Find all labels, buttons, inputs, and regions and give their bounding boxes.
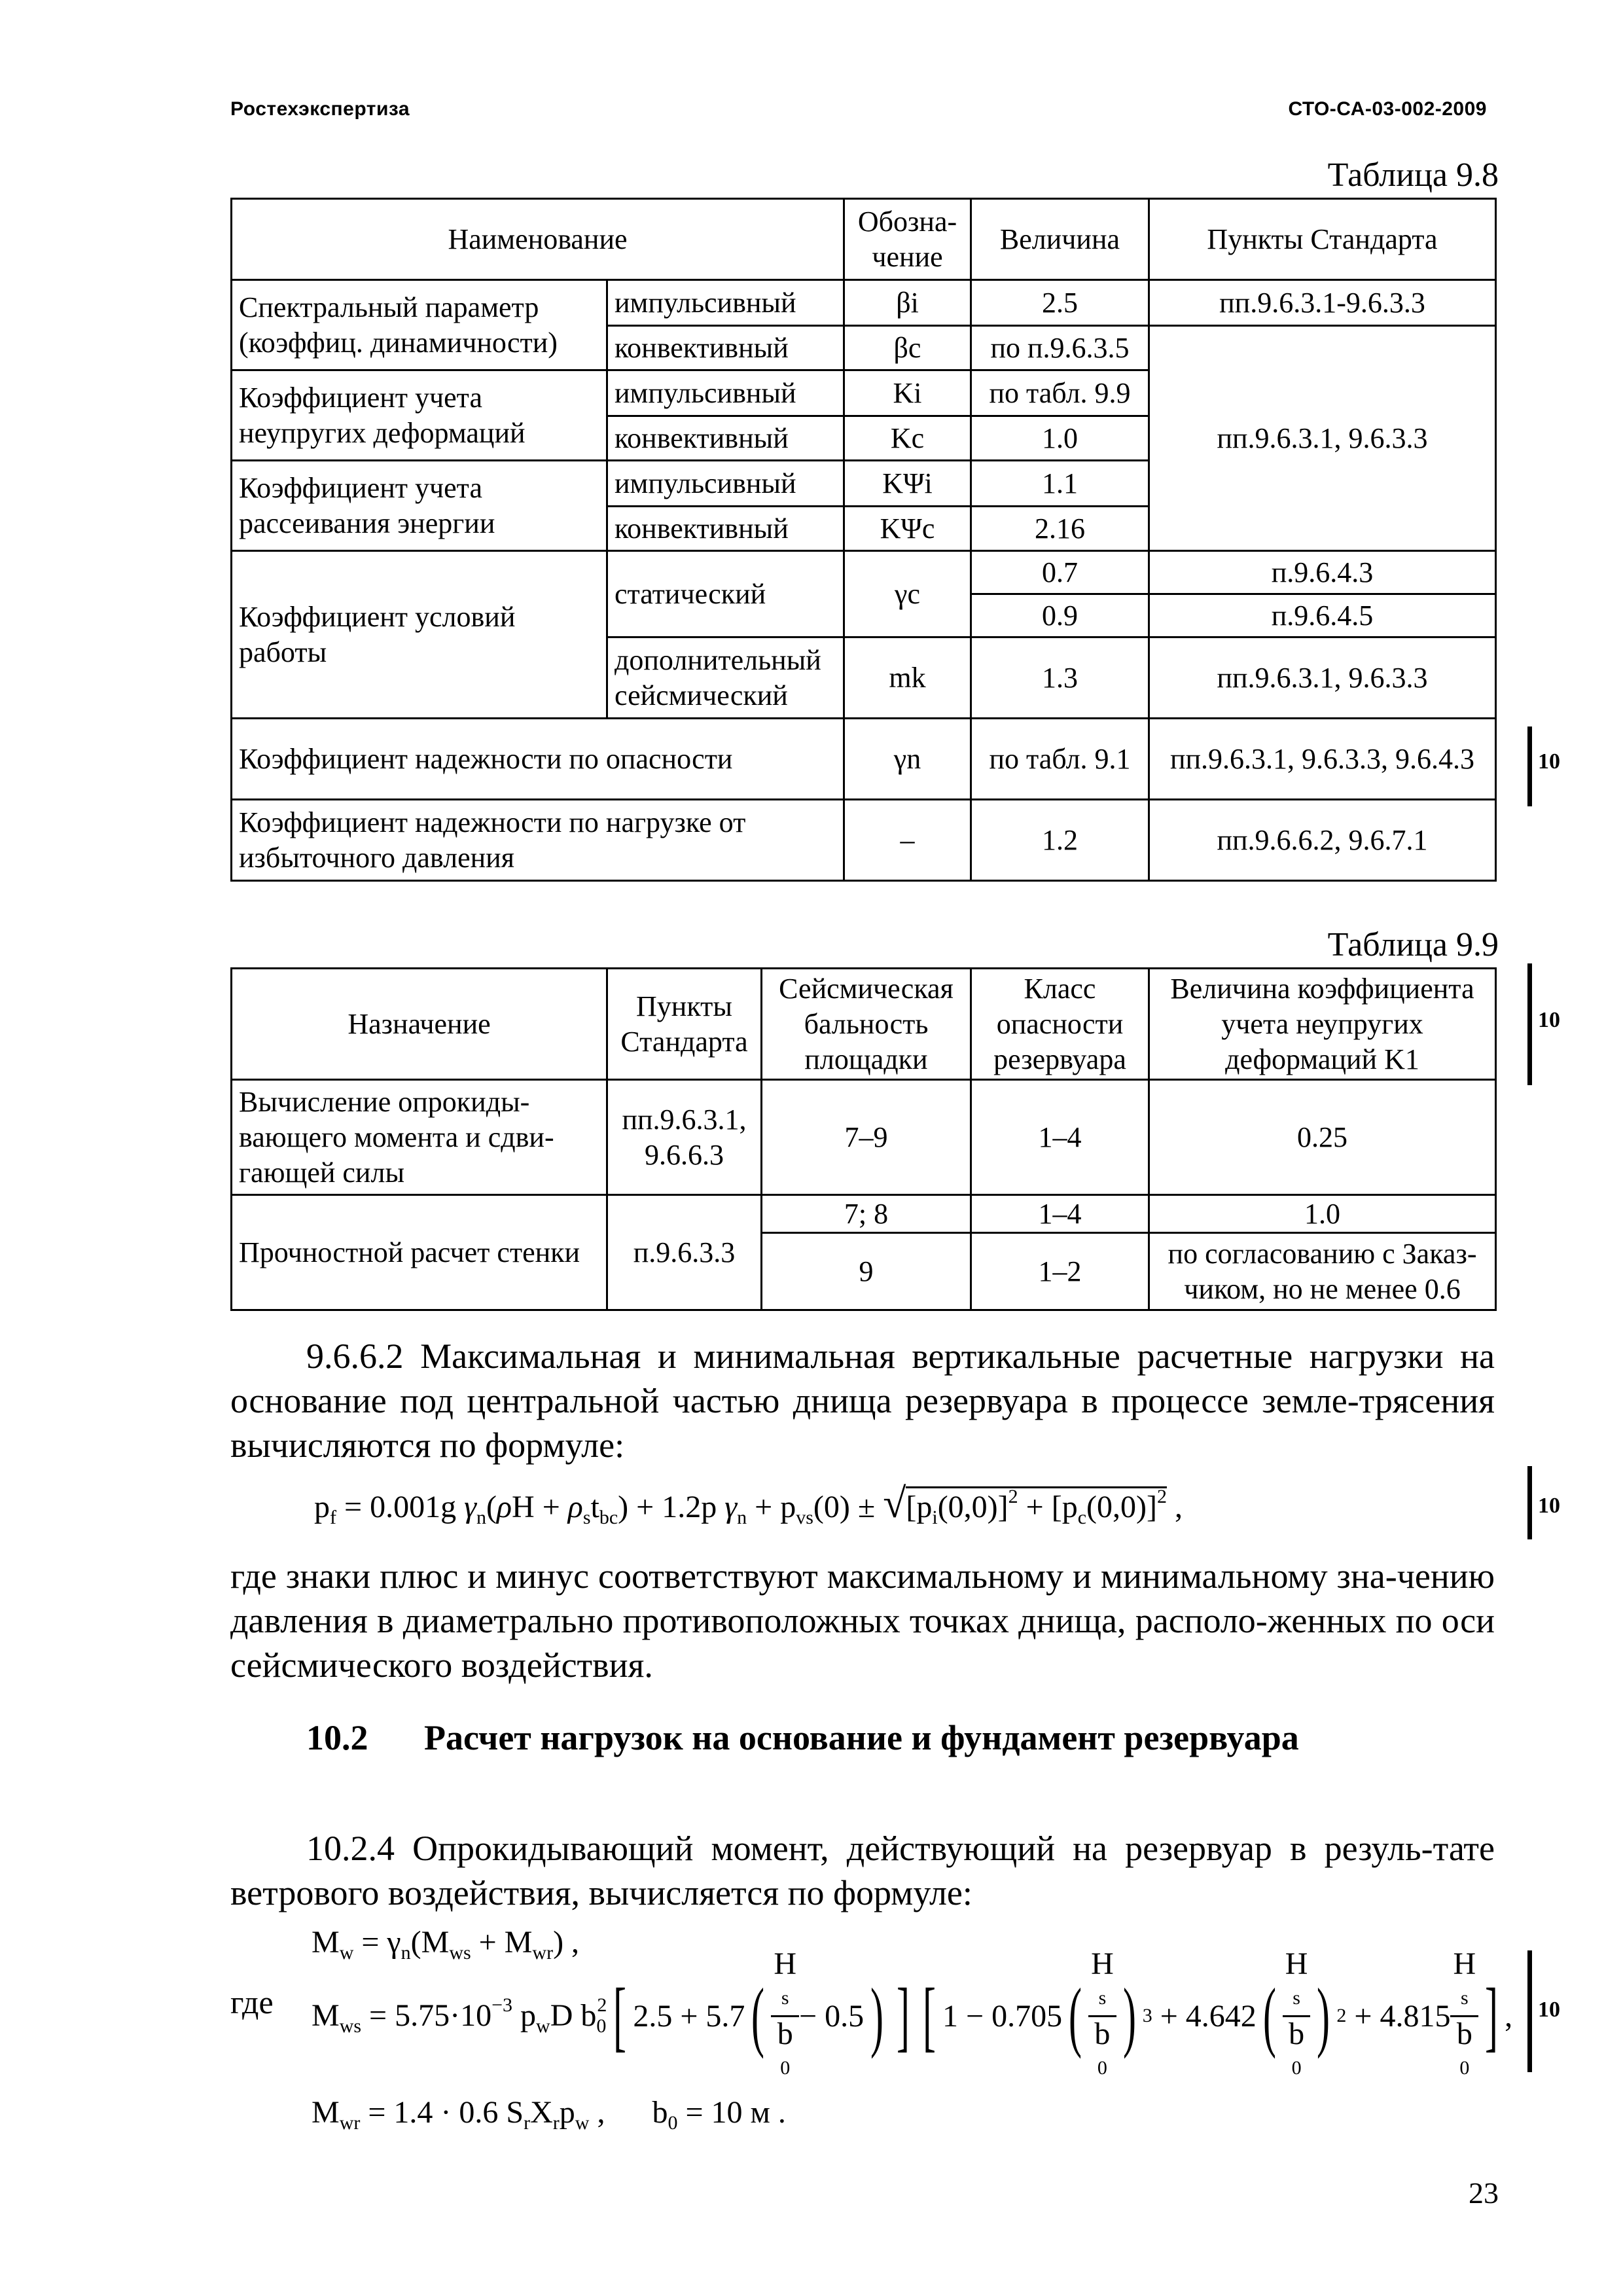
cell-points: п.9.6.4.3 (1149, 551, 1496, 594)
table-9-8 (230, 198, 1497, 882)
col-points-header: Пункты Стандарта (607, 969, 762, 1080)
formula-pf: $p_f = 0.001g$ $\gamma_n(\rho H + \rho_st_{bc}) + 1.2p$ $\gamma_n + p_{vs}(0) \pm √[p_i(0,0)]^2 + [p_c(0,0)]^2$ , (314, 1480, 1183, 1528)
cell-type: импульсивный (607, 280, 844, 326)
cell-type: конвективный (607, 507, 844, 551)
cell-value: 0.9 (971, 594, 1149, 637)
cell-symbol: Kc (844, 416, 971, 461)
page-number: 23 (1469, 2176, 1499, 2210)
formula-mws: $M_{ws} = 5.75\cdot 10^{-3}$ $p_wD$ $b_0^2$ [ 2.5 + 5.7 ( H s b 0 − 0.5 ) ] [ 1 − 0.705 ( H s b 0 ) 3 + 4.642 ( H s b 0 ) 2 + 4.815 H s b 0 ] , (312, 1946, 1513, 2079)
header-standard-code: СТО-СА-03-002-2009 (1288, 98, 1487, 120)
cell-k1: по согласованию с Заказ-чиком, но не менее 0.6 (1149, 1233, 1496, 1310)
cell-value: по п.9.6.3.5 (971, 326, 1149, 370)
col-purpose-header: Назначение (232, 969, 607, 1080)
row-dissipation-name: Коэффициент учета рассеивания энергии (232, 461, 607, 551)
cell-seismic: 7; 8 (762, 1195, 971, 1233)
cell-type: конвективный (607, 416, 844, 461)
paragraph-9-6-6-2: 9.6.6.2 Максимальная и минимальная вертикальные расчетные нагрузки на основание под центральной частью днища резервуара в процессе земле-трясения вычисляются по формуле: (230, 1336, 1495, 1465)
col-k1-header: Величина коэффициента учета неупругих деформаций K1 (1149, 969, 1496, 1080)
cell-symbol: mk (844, 637, 971, 719)
cell-points-merged: пп.9.6.3.1, 9.6.3.3 (1149, 326, 1496, 551)
row-reliability-hazard-name: Коэффициент надежности по опасности (232, 719, 844, 800)
cell-value: 1.1 (971, 461, 1149, 507)
cell-symbol: KΨi (844, 461, 971, 507)
cell-class: 1–2 (971, 1233, 1149, 1310)
table-9-8-caption: Таблица 9.8 (1327, 156, 1499, 194)
paragraph-10-2-4: 10.2.4 Опрокидывающий момент, действующий на резервуар в резуль-тате ветрового воздействия, вычисляется по формуле: (230, 1829, 1495, 1912)
section-number: 10.2 (306, 1718, 368, 1757)
cell-points: пп.9.6.3.1, 9.6.6.3 (607, 1080, 762, 1195)
cell-k1: 0.25 (1149, 1080, 1496, 1195)
paragraph-where-signs: где знаки плюс и минус соответствуют максимальному и минимальному зна-чению давления в диаметрально противоположных точках днища, располо-женных по оси сейсмического воздействия. (230, 1556, 1495, 1685)
cell-symbol: βi (844, 280, 971, 326)
cell-value: по табл. 9.1 (971, 719, 1149, 800)
cell-class: 1–4 (971, 1080, 1149, 1195)
cell-type: импульсивный (607, 370, 844, 416)
cell-value: 1.2 (971, 800, 1149, 881)
col-seismic-header: Сейсмическая бальность площадки (762, 969, 971, 1080)
revision-bar (1527, 963, 1532, 1085)
row-overturning-purpose: Вычисление опрокиды-вающего момента и сдви-гающей силы (232, 1080, 607, 1195)
cell-points: пп.9.6.3.1-9.6.3.3 (1149, 280, 1496, 326)
cell-seismic: 7–9 (762, 1080, 971, 1195)
cell-symbol: γn (844, 719, 971, 800)
cell-class: 1–4 (971, 1195, 1149, 1233)
cell-symbol: KΨc (844, 507, 971, 551)
cell-type: конвективный (607, 326, 844, 370)
revision-mark: 10 (1538, 1998, 1560, 2022)
cell-points: пп.9.6.3.1, 9.6.3.3 (1149, 637, 1496, 719)
row-reliability-load-name: Коэффициент надежности по нагрузке от избыточного давления (232, 800, 844, 881)
cell-points: пп.9.6.3.1, 9.6.3.3, 9.6.4.3 (1149, 719, 1496, 800)
revision-bar (1527, 726, 1532, 806)
cell-value: 2.5 (971, 280, 1149, 326)
row-work-conditions-name: Коэффициент условий работы (232, 551, 607, 719)
col-class-header: Класс опасности резервуара (971, 969, 1149, 1080)
cell-value: 1.3 (971, 637, 1149, 719)
col-value-header: Величина (971, 199, 1149, 280)
formula-mw: $M_w = \gamma_n(M_{ws} + M_{wr})$ , (312, 1925, 580, 1964)
cell-k1: 1.0 (1149, 1195, 1496, 1233)
cell-points: п.9.6.4.5 (1149, 594, 1496, 637)
cell-symbol: γc (844, 551, 971, 637)
col-symbol-header: Обозна-чение (844, 199, 971, 280)
cell-symbol: βc (844, 326, 971, 370)
table-9-9-caption: Таблица 9.9 (1327, 926, 1499, 963)
col-name-header: Наименование (232, 199, 844, 280)
cell-value: по табл. 9.9 (971, 370, 1149, 416)
cell-type: импульсивный (607, 461, 844, 507)
cell-symbol: Ki (844, 370, 971, 416)
cell-type: дополнительный сейсмический (607, 637, 844, 719)
cell-points: п.9.6.3.3 (607, 1195, 762, 1310)
cell-symbol: – (844, 800, 971, 881)
revision-mark: 10 (1538, 1008, 1560, 1032)
revision-bar (1527, 1950, 1532, 2072)
row-inelastic-name: Коэффициент учета неупругих деформаций (232, 370, 607, 461)
section-title: Расчет нагрузок на основание и фундамент резервуара (424, 1718, 1299, 1757)
revision-bar (1527, 1466, 1532, 1539)
row-strength-purpose: Прочностной расчет стенки (232, 1195, 607, 1310)
cell-value: 2.16 (971, 507, 1149, 551)
revision-mark: 10 (1538, 1494, 1560, 1518)
cell-value: 1.0 (971, 416, 1149, 461)
table-9-9 (230, 967, 1497, 1311)
formula-mwr: $M_{wr} = 1.4 \cdot 0.6$ $S_rX_rp_w$ , $b_0 = 10$ м . (312, 2095, 786, 2134)
where-label: где (230, 1984, 274, 2020)
cell-points: пп.9.6.6.2, 9.6.7.1 (1149, 800, 1496, 881)
row-spectral-name: Спектральный параметр (коэффиц. динамичности) (232, 280, 607, 370)
cell-value: 0.7 (971, 551, 1149, 594)
header-organization: Ростехэкспертиза (230, 98, 410, 120)
col-points-header: Пункты Стандарта (1149, 199, 1496, 280)
cell-type: статический (607, 551, 844, 637)
revision-mark: 10 (1538, 749, 1560, 774)
cell-seismic: 9 (762, 1233, 971, 1310)
